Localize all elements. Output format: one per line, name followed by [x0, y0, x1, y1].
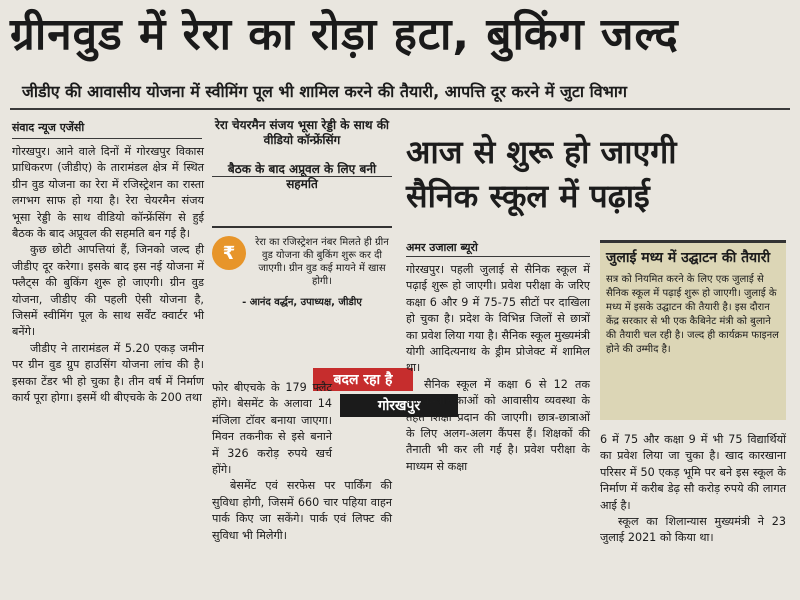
paragraph: गोरखपुर। पहली जुलाई से सैनिक स्कूल में पढ़ाई शुरू हो जाएगी। प्रवेश परीक्षा के जरिए कक्षा 6 और 9 में 75-75 सीटों पर दाखिला हो चुका है। प्रदेश के विभिन्न जिलों से छात्रों का प्रवेश लिया गया है। सैनिक स्कूल मुख्यमंत्री योगी आदित्यनाथ के ड्रीम प्रोजेक्ट में शामिल था। — [406, 263, 590, 375]
paragraph: जीडीए ने तारामंडल में 5.20 एकड़ जमीन पर ग्रीन वुड ग्रुप हाउसिंग योजना लांच की है। इसका टेंडर भी हो चुका है। तीन वर्ष में निर्माण कार्य पूरा होगा। इसमें थी बीएचके के 200 तथा — [12, 341, 204, 405]
paragraph: बेसमेंट एवं सरफेस पर पार्किंग की सुविधा होगी, जिसमें 660 चार पहिया वाहन पार्क किए जा सकेंगे। पार्क एवं लिफ्ट की सुविधा भी मिलेगी। — [212, 479, 392, 542]
rupee-refresh-icon: ₹ — [212, 236, 246, 270]
paragraph: कुछ छोटी आपत्तियां हैं, जिनको जल्द ही जीडीए दूर करेगा। इसके बाद इस नई योजना में फ्लैट्स की बुकिंग शुरू हो जाएगी। ग्रीन वुड योजना, जीडीए की पहली ऐसी योजना है, जिसमें स्वीमिंग पूल के साथ सर्वेंट क्वार्टर भी बनेंगे। — [12, 243, 204, 339]
quote-author: - आनंद वर्द्धन, उपाध्यक्ष, जीडीए — [242, 297, 362, 308]
divider — [212, 176, 392, 177]
divider — [10, 108, 790, 110]
side-box-text: सत्र को नियमित करने के लिए एक जुलाई से सैनिक स्कूल में पढ़ाई शुरू हो जाएगी। जुलाई के मध्य में इसके उद्घाटन की तैयारी है। इस दौरान केंद्र सरकार से भी एक कैबिनेट मंत्री को बुलाने की तैयारी चल रही है। जल्द ही कार्यक्रम फाइनल होने की उम्मीद है। — [606, 274, 779, 355]
byline: संवाद न्यूज एजेंसी — [12, 121, 85, 134]
article2-column-2 — [600, 432, 786, 547]
article-column-2 — [212, 380, 392, 544]
paragraph: 6 में 75 और कक्षा 9 में भी 75 विद्यार्थियों का प्रवेश लिया जा चुका है। खाद कारखाना परिसर में 50 एकड़ भूमि पर बने इस स्कूल के निर्माण में करीब डेढ़ सौ करोड़ रुपये की लागत आई है। — [600, 433, 786, 512]
box-subtitle: बैठक के बाद अप्रूवल के लिए बनी सहमति — [227, 162, 377, 191]
quote-box — [212, 226, 392, 346]
paragraph: सैनिक स्कूल में कक्षा 6 से 12 तक बालक-बालिकाओं को आवासीय व्यवस्था के तहत शिक्षा प्रदान की जाएगी। छात्र-छात्राओं के लिए अलग-अलग कैंपस हैं। शिक्षकों की तैनाती भी कर ली गई है। प्रवेश परीक्षा के माध्यम से कक्षा — [406, 377, 590, 473]
city-label: गोरखपुर — [340, 394, 458, 417]
paragraph: स्कूल का शिलान्यास मुख्यमंत्री ने 23 जुलाई 2021 को किया था। — [600, 515, 786, 545]
headline-line: आज से शुरू हो जाएगी — [406, 133, 677, 171]
main-headline: ग्रीनवुड में रेरा का रोड़ा हटा, बुकिंग जल्द — [10, 9, 679, 60]
paragraph: फोर बीएचके के 179 फ्लैट होंगे। बेसमेंट के अलावा 14 मंजिला टॉवर बनाया जाएगा। मिवन तकनीक से इसे बनाने में 326 करोड़ रुपये खर्च होंगे। — [212, 381, 332, 477]
side-box — [600, 240, 786, 420]
divider — [406, 256, 590, 257]
byline: अमर उजाला ब्यूरो — [406, 241, 478, 254]
headline-line: सैनिक स्कूल में पढ़ाई — [406, 177, 650, 215]
info-box — [212, 118, 392, 192]
paragraph: गोरखपुर। आने वाले दिनों में गोरखपुर विकास प्राधिकरण (जीडीए) के तारामंडल क्षेत्र में स्थित ग्रीन वुड योजना का रेरा में रजिस्ट्रेशन का रास्ता लगभग साफ हो गया है। रेरा चेयरमैन संजय भूसा रेड्डी के साथ वीडियो कॉन्फ्रेंसिंग से हुई बैठक के बाद अप्रूवल की सहमति बन गई है। — [12, 145, 204, 241]
article-column — [12, 144, 204, 407]
box-title: रेरा चेयरमैन संजय भूसा रेड्डी के साथ की वीडियो कॉन्फ्रेंसिंग — [214, 118, 390, 147]
side-box-title: जुलाई मध्य में उद्घाटन की तैयारी — [606, 250, 771, 266]
article2-column — [406, 262, 590, 475]
section-label: बदल रहा है — [313, 368, 413, 391]
sub-headline: जीडीए की आवासीय योजना में स्वीमिंग पूल भी शामिल करने की तैयारी, आपत्ति दूर करने में जुटा विभाग — [22, 82, 628, 101]
quote-text: रेरा का रजिस्ट्रेशन नंबर मिलते ही ग्रीन वुड योजना की बुकिंग शुरू कर दी जाएगी। ग्रीन वुड कई मायने में खास होगी। — [255, 237, 389, 287]
divider — [12, 138, 202, 139]
article2-headline — [406, 130, 786, 218]
